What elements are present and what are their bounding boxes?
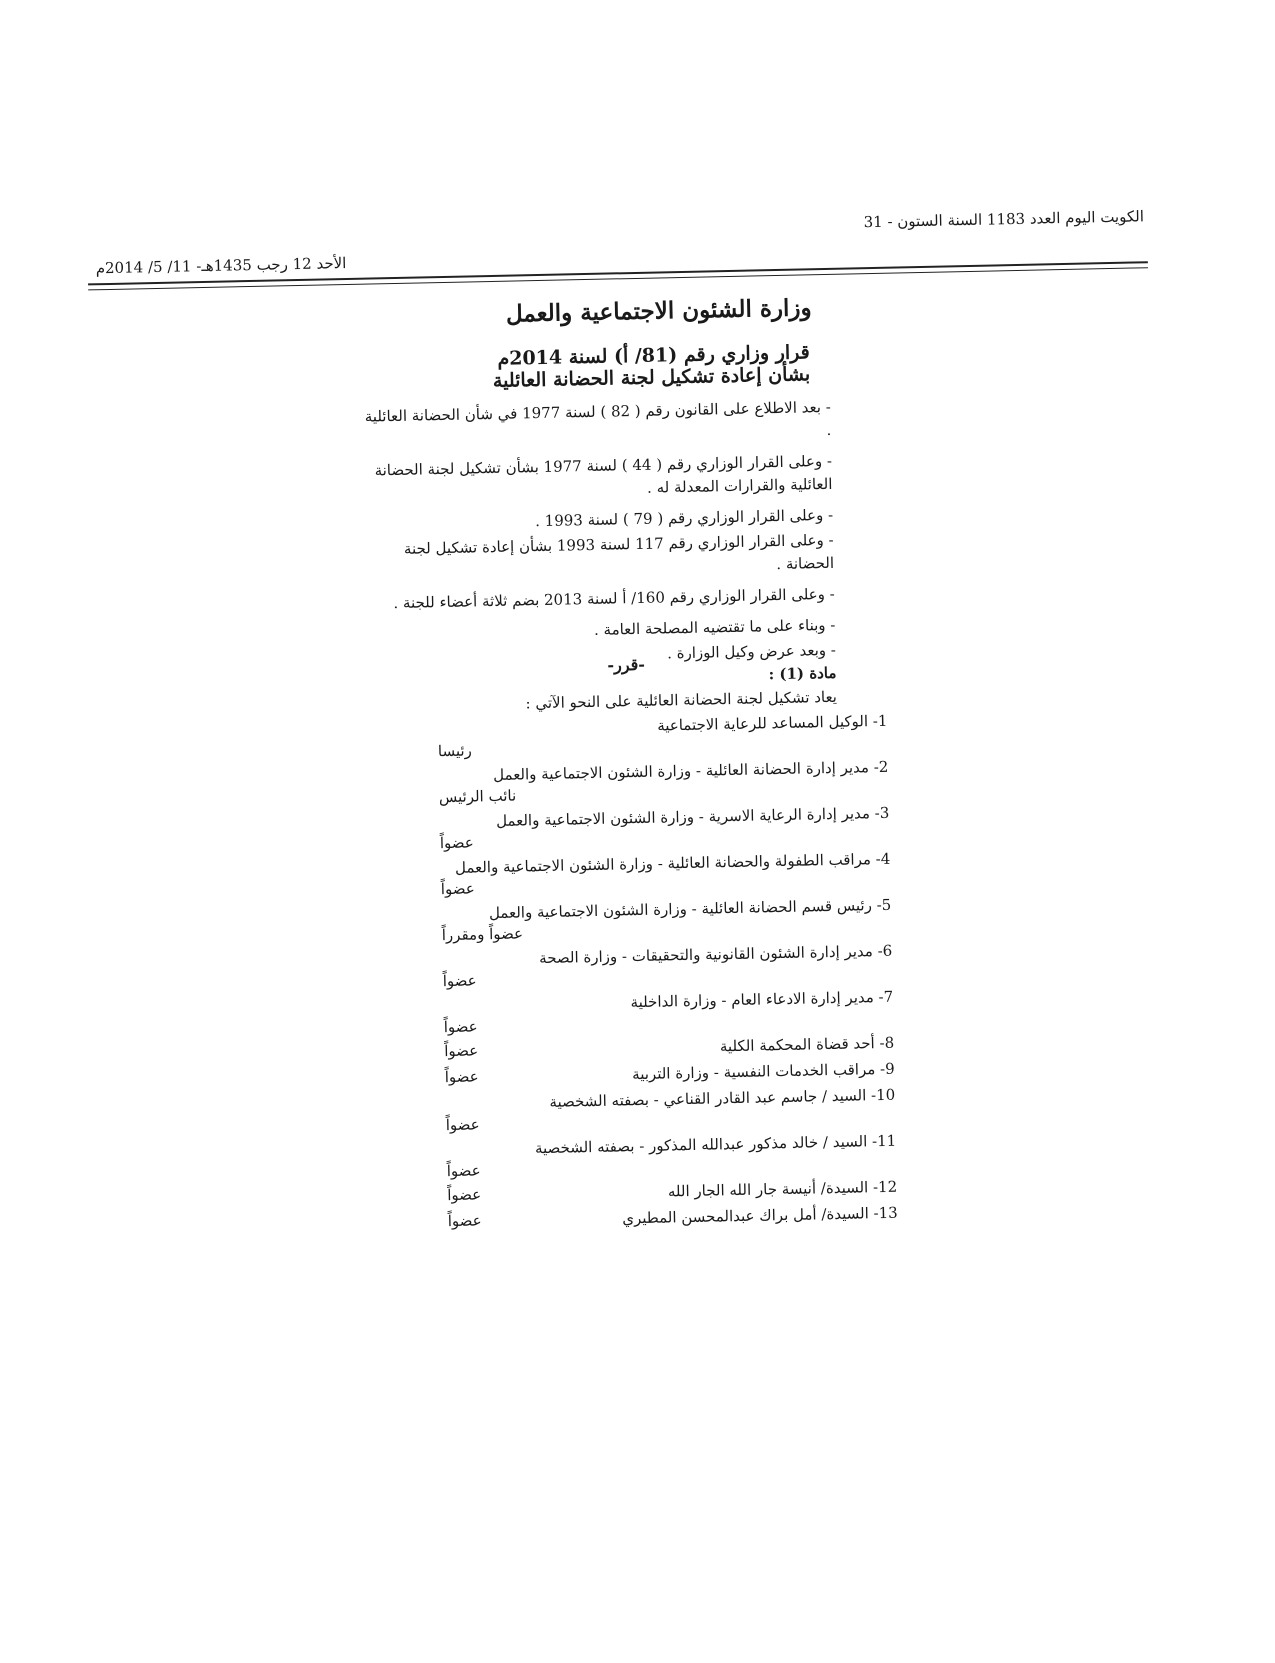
member-role: عضواً: [445, 1067, 480, 1087]
preamble-item: - بعد الاطلاع على القانون رقم ( 82 ) لسنة 1977 في شأن الحضانة العائلية .: [365, 397, 833, 439]
member-role: عضواً: [446, 1115, 481, 1135]
preamble-item: - وعلى القرار الوزاري رقم 117 لسنة 1993 بشأن إعادة تشكيل لجنة الحضانة .: [404, 530, 836, 574]
member-text: 1- الوكيل المساعد للرعاية الاجتماعية: [658, 711, 889, 735]
member-item: [424, 986, 895, 1038]
member-item: [429, 1202, 899, 1234]
member-text: 5- رئيس قسم الحضانة العائلية - وزارة الشئون الاجتماعية والعمل: [489, 895, 893, 923]
decision-subject: بشأن إعادة تشكيل لجنة الحضانة العائلية: [493, 363, 812, 392]
member-role: عضواً: [441, 879, 476, 899]
member-role: عضواً: [440, 833, 475, 853]
member-item: [423, 940, 894, 992]
member-item: [419, 756, 890, 808]
member-item: [421, 848, 892, 900]
member-text: 12- السيدة/ أنيسة جار الله الجار الله: [668, 1177, 899, 1201]
member-role: عضواً: [444, 1017, 479, 1037]
member-text: 9- مراقب الخدمات النفسية - وزارة التربية: [633, 1059, 896, 1084]
preamble-item: - وبناء على ما تقتضيه المصلحة العامة .: [594, 615, 837, 639]
decision-title: قرار وزاري رقم (81/ أ) لسنة 2014م: [498, 341, 811, 370]
member-text: 11- السيد / خالد مذكور عبدالله المذكور - بصفته الشخصية: [535, 1131, 898, 1158]
committee-members-list: [418, 710, 899, 1238]
member-text: 3- مدير إدارة الرعاية الاسرية - وزارة الشئون الاجتماعية والعمل: [496, 803, 891, 830]
member-role: عضواً: [448, 1185, 483, 1205]
preamble-item: - وعلى القرار الوزاري رقم ( 44 ) لسنة 1977 بشأن تشكيل لجنة الحضانة العائلية والقرارات المعدلة له .: [375, 451, 834, 497]
member-role: عضواً ومقرراً: [442, 924, 525, 945]
preamble: [362, 396, 838, 674]
member-text: 8- أحد قضاة المحكمة الكلية: [720, 1033, 896, 1056]
member-role: عضواً: [443, 971, 478, 991]
member-item: [426, 1084, 897, 1136]
member-role: رئيسا: [438, 741, 474, 761]
member-role: نائب الرئيس: [439, 786, 518, 807]
member-text: 2- مدير إدارة الحضانة العائلية - وزارة الشئون الاجتماعية والعمل: [494, 757, 890, 785]
member-item: [418, 710, 889, 762]
member-text: 6- مدير إدارة الشئون القانونية والتحقيقات - وزارة الصحة: [540, 941, 894, 968]
article-label: مادة (1) :: [769, 663, 838, 684]
preamble-item: - وعلى القرار الوزاري رقم ( 79 ) لسنة 1993 .: [535, 505, 835, 531]
member-item: [427, 1130, 898, 1182]
member-item: [420, 802, 891, 854]
decision-heading: [411, 341, 812, 393]
member-role: عضواً: [447, 1161, 482, 1181]
member-text: 7- مدير إدارة الادعاء العام - وزارة الداخلية: [631, 987, 895, 1012]
member-item: [422, 894, 893, 946]
preamble-item: - وبعد عرض وكيل الوزارة .: [667, 640, 838, 663]
member-text: 13- السيدة/ أمل براك عبدالمحسن المطيري: [623, 1203, 899, 1228]
member-role: عضواً: [445, 1041, 480, 1061]
gazette-date-line: الأحد 12 رجب 1435هـ- 11/ 5/ 2014م: [96, 254, 348, 278]
decree-word: -قرر-: [608, 654, 647, 675]
gazette-header-line: الكويت اليوم العدد 1183 السنة الستون - 31: [864, 207, 1146, 232]
member-role: عضواً: [448, 1211, 483, 1231]
article-intro: يعاد تشكيل لجنة الحضانة العائلية على النحو الآتي :: [526, 687, 839, 713]
preamble-item: - وعلى القرار الوزاري رقم 160/ أ لسنة 2013 بضم ثلاثة أعضاء للجنة .: [394, 584, 836, 613]
member-text: 10- السيد / جاسم عبد القادر القناعي - بصفته الشخصية: [550, 1085, 897, 1111]
ministry-title: وزارة الشئون الاجتماعية والعمل: [506, 294, 813, 328]
member-text: 4- مراقب الطفولة والحضانة العائلية - وزارة الشئون الاجتماعية والعمل: [455, 849, 892, 877]
